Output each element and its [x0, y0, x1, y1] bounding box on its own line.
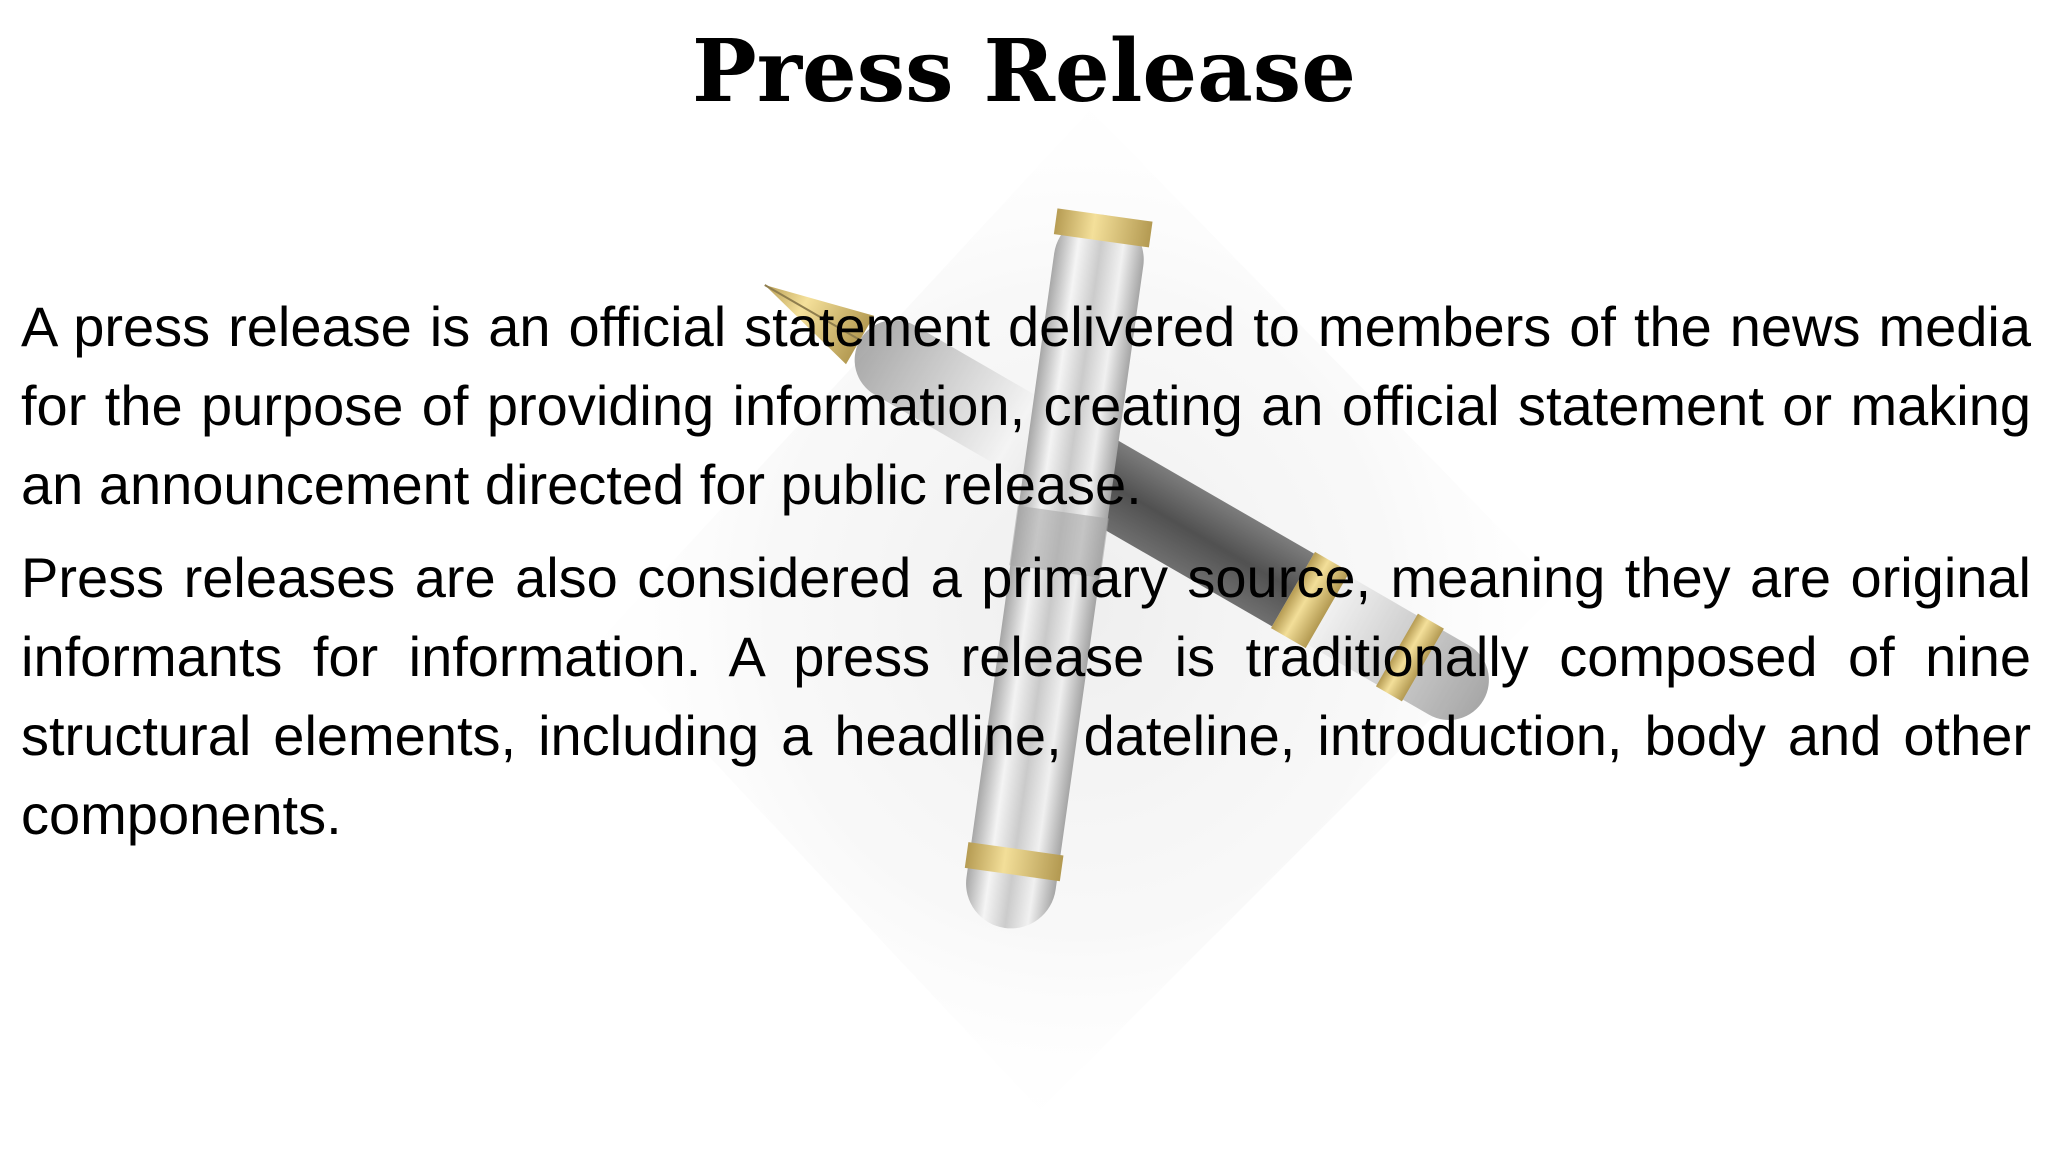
paragraph-definition: A press release is an official statement delivered to members of the news media for the purpose of providing information, creating an official statement or making an announcement directed for public release. — [21, 295, 2031, 516]
slide-title: Press Release — [692, 21, 1356, 122]
body-text — [21, 287, 2031, 868]
paragraph-primary-source: Press releases are also considered a primary source, meaning they are original informants for information. A press release is traditionally composed of nine structural elements, including a headline, dateline, introduction, body and other components. — [21, 546, 2031, 846]
